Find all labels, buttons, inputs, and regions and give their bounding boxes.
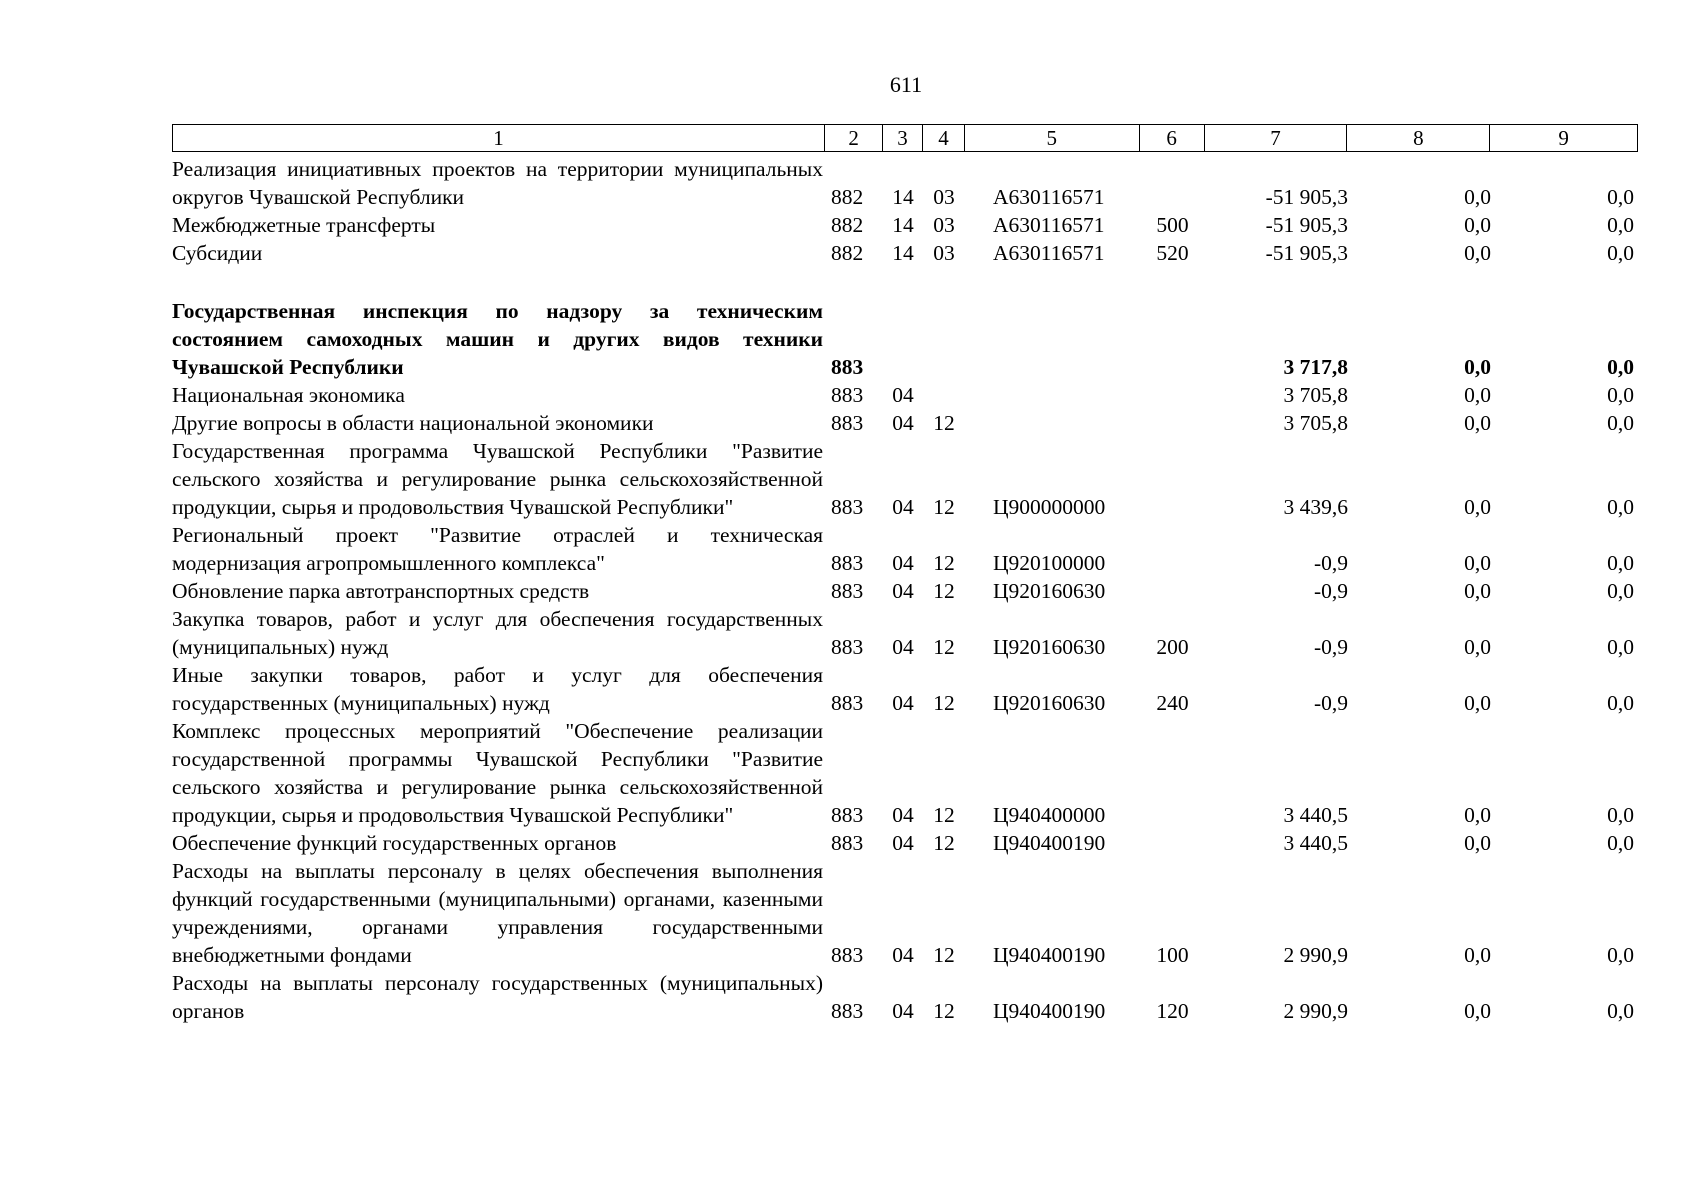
row-amount-col8: 0,0: [1464, 803, 1491, 827]
row-amount-col9: 0,0: [1607, 551, 1634, 575]
row-target-article: Ц940400000: [993, 803, 1106, 827]
row-section: 14: [892, 241, 914, 265]
table-row: [172, 437, 1638, 521]
row-amount-col7: -51 905,3: [1265, 213, 1348, 237]
row-description: Комплекс процессных мероприятий "Обеспечение реализации государственной программы Чувашской Республики "Развитие сельского хозяйства и регулирование рынка сельскохозяйственной продукции, сырья и продовольствия Чувашской Республики": [172, 719, 823, 827]
row-amount-col8: 0,0: [1464, 213, 1491, 237]
row-description: Расходы на выплаты персоналу в целях обеспечения выполнения функций государственными (муниципальными) органами, казенными учреждениями, органами управления государственными внебюджетными фондами: [172, 859, 823, 967]
row-description: Реализация инициативных проектов на территории муниципальных округов Чувашской Республики: [172, 157, 823, 209]
table-row: [172, 211, 1638, 239]
row-amount-col8: 0,0: [1464, 943, 1491, 967]
row-section: 04: [892, 635, 914, 659]
row-target-article: А630116571: [993, 241, 1105, 265]
row-amount-col9: 0,0: [1607, 185, 1634, 209]
row-expense-type: 240: [1156, 691, 1189, 715]
table-row: [172, 829, 1638, 857]
row-ministry-code: 883: [831, 943, 864, 967]
row-section: 04: [892, 411, 914, 435]
row-amount-col8: 0,0: [1464, 495, 1491, 519]
row-section: 14: [892, 185, 914, 209]
row-ministry-code: 883: [831, 355, 864, 379]
row-target-article: Ц920160630: [993, 579, 1106, 603]
table-row: [172, 969, 1638, 1025]
row-amount-col7: 2 990,9: [1283, 999, 1348, 1023]
row-ministry-code: 883: [831, 383, 864, 407]
row-subsection: 12: [933, 635, 955, 659]
row-description: Государственная программа Чувашской Республики "Развитие сельского хозяйства и регулирование рынка сельскохозяйственной продукции, сырья и продовольствия Чувашской Республики": [172, 439, 823, 519]
row-subsection: 12: [933, 691, 955, 715]
row-amount-col9: 0,0: [1607, 241, 1634, 265]
row-ministry-code: 883: [831, 635, 864, 659]
row-section: 04: [892, 691, 914, 715]
table-row: [172, 521, 1638, 577]
row-amount-col7: 3 705,8: [1283, 383, 1348, 407]
row-section: 04: [892, 551, 914, 575]
row-amount-col8: 0,0: [1464, 355, 1491, 379]
row-amount-col8: 0,0: [1464, 635, 1491, 659]
table-row: [172, 605, 1638, 661]
row-amount-col9: 0,0: [1607, 635, 1634, 659]
section-gap: [172, 267, 1638, 297]
row-target-article: А630116571: [993, 213, 1105, 237]
row-ministry-code: 883: [831, 691, 864, 715]
header-col-5: 5: [965, 125, 1140, 151]
row-subsection: 12: [933, 495, 955, 519]
row-description: Государственная инспекция по надзору за техническим состоянием самоходных машин и других видов техники Чувашской Республики: [172, 299, 823, 379]
row-subsection: 03: [933, 213, 955, 237]
table-row: [172, 661, 1638, 717]
row-description: Обеспечение функций государственных органов: [172, 831, 617, 855]
table-row: [172, 409, 1638, 437]
table-row: [172, 155, 1638, 211]
row-ministry-code: 883: [831, 551, 864, 575]
row-amount-col8: 0,0: [1464, 999, 1491, 1023]
row-expense-type: 520: [1156, 241, 1189, 265]
row-ministry-code: 883: [831, 831, 864, 855]
header-col-1: 1: [173, 125, 825, 151]
row-amount-col7: -0,9: [1313, 691, 1348, 715]
row-target-article: Ц920160630: [993, 691, 1106, 715]
row-subsection: 12: [933, 551, 955, 575]
row-description: Другие вопросы в области национальной экономики: [172, 411, 654, 435]
row-amount-col9: 0,0: [1607, 355, 1634, 379]
row-amount-col7: -0,9: [1313, 579, 1348, 603]
row-amount-col9: 0,0: [1607, 411, 1634, 435]
row-section: 14: [892, 213, 914, 237]
row-amount-col8: 0,0: [1464, 691, 1491, 715]
row-amount-col8: 0,0: [1464, 579, 1491, 603]
row-description: Иные закупки товаров, работ и услуг для обеспечения государственных (муниципальных) нужд: [172, 663, 823, 715]
header-col-6: 6: [1140, 125, 1205, 151]
table-row: [172, 297, 1638, 381]
row-amount-col9: 0,0: [1607, 691, 1634, 715]
row-target-article: Ц900000000: [993, 495, 1106, 519]
row-ministry-code: 883: [831, 999, 864, 1023]
row-amount-col7: -0,9: [1313, 635, 1348, 659]
row-amount-col7: -0,9: [1313, 551, 1348, 575]
table-body: [172, 155, 1638, 1025]
row-section: 04: [892, 383, 914, 407]
row-subsection: 12: [933, 943, 955, 967]
row-description: Субсидии: [172, 241, 263, 265]
row-ministry-code: 883: [831, 411, 864, 435]
table-row: [172, 381, 1638, 409]
row-amount-col9: 0,0: [1607, 999, 1634, 1023]
row-target-article: Ц920100000: [993, 551, 1106, 575]
row-subsection: 12: [933, 831, 955, 855]
row-subsection: 12: [933, 579, 955, 603]
page-number: 611: [889, 72, 923, 97]
row-amount-col7: -51 905,3: [1265, 241, 1348, 265]
row-amount-col7: 3 440,5: [1283, 831, 1348, 855]
table-header: [172, 124, 1638, 152]
table-row: [172, 577, 1638, 605]
row-section: 04: [892, 999, 914, 1023]
row-amount-col8: 0,0: [1464, 551, 1491, 575]
table-row: [172, 239, 1638, 267]
row-description: Региональный проект "Развитие отраслей и техническая модернизация агропромышленного комплекса": [172, 523, 823, 575]
row-ministry-code: 883: [831, 803, 864, 827]
row-amount-col8: 0,0: [1464, 411, 1491, 435]
row-amount-col8: 0,0: [1464, 383, 1491, 407]
row-amount-col9: 0,0: [1607, 831, 1634, 855]
header-col-8: 8: [1347, 125, 1490, 151]
row-target-article: Ц940400190: [993, 943, 1106, 967]
row-target-article: Ц920160630: [993, 635, 1106, 659]
row-amount-col9: 0,0: [1607, 383, 1634, 407]
header-col-4: 4: [923, 125, 965, 151]
row-amount-col8: 0,0: [1464, 241, 1491, 265]
header-col-3: 3: [883, 125, 923, 151]
row-subsection: 12: [933, 999, 955, 1023]
row-ministry-code: 882: [831, 185, 864, 209]
row-description: Национальная экономика: [172, 383, 405, 407]
row-amount-col7: 2 990,9: [1283, 943, 1348, 967]
row-target-article: Ц940400190: [993, 999, 1106, 1023]
row-amount-col8: 0,0: [1464, 185, 1491, 209]
row-subsection: 12: [933, 411, 955, 435]
row-expense-type: 500: [1156, 213, 1189, 237]
row-section: 04: [892, 495, 914, 519]
row-amount-col7: 3 717,8: [1283, 355, 1348, 379]
row-amount-col9: 0,0: [1607, 803, 1634, 827]
row-amount-col7: 3 439,6: [1283, 495, 1348, 519]
row-amount-col7: 3 705,8: [1283, 411, 1348, 435]
row-description: Межбюджетные трансферты: [172, 213, 436, 237]
row-ministry-code: 882: [831, 241, 864, 265]
table-row: [172, 717, 1638, 829]
row-amount-col7: 3 440,5: [1283, 803, 1348, 827]
row-amount-col9: 0,0: [1607, 213, 1634, 237]
row-subsection: 03: [933, 241, 955, 265]
row-ministry-code: 882: [831, 213, 864, 237]
row-section: 04: [892, 943, 914, 967]
row-target-article: Ц940400190: [993, 831, 1106, 855]
row-amount-col9: 0,0: [1607, 495, 1634, 519]
row-amount-col9: 0,0: [1607, 943, 1634, 967]
row-amount-col9: 0,0: [1607, 579, 1634, 603]
row-expense-type: 200: [1156, 635, 1189, 659]
row-expense-type: 100: [1156, 943, 1189, 967]
header-col-2: 2: [825, 125, 883, 151]
row-ministry-code: 883: [831, 495, 864, 519]
row-expense-type: 120: [1156, 999, 1189, 1023]
row-section: 04: [892, 803, 914, 827]
row-section: 04: [892, 579, 914, 603]
row-description: Расходы на выплаты персоналу государственных (муниципальных) органов: [172, 971, 823, 1023]
row-ministry-code: 883: [831, 579, 864, 603]
header-col-7: 7: [1205, 125, 1348, 151]
row-description: Закупка товаров, работ и услуг для обеспечения государственных (муниципальных) нужд: [172, 607, 823, 659]
row-amount-col7: -51 905,3: [1265, 185, 1348, 209]
header-col-9: 9: [1558, 125, 1569, 150]
row-subsection: 12: [933, 803, 955, 827]
row-subsection: 03: [933, 185, 955, 209]
row-description: Обновление парка автотранспортных средств: [172, 579, 590, 603]
table-row: [172, 857, 1638, 969]
row-amount-col8: 0,0: [1464, 831, 1491, 855]
row-section: 04: [892, 831, 914, 855]
row-target-article: А630116571: [993, 185, 1105, 209]
